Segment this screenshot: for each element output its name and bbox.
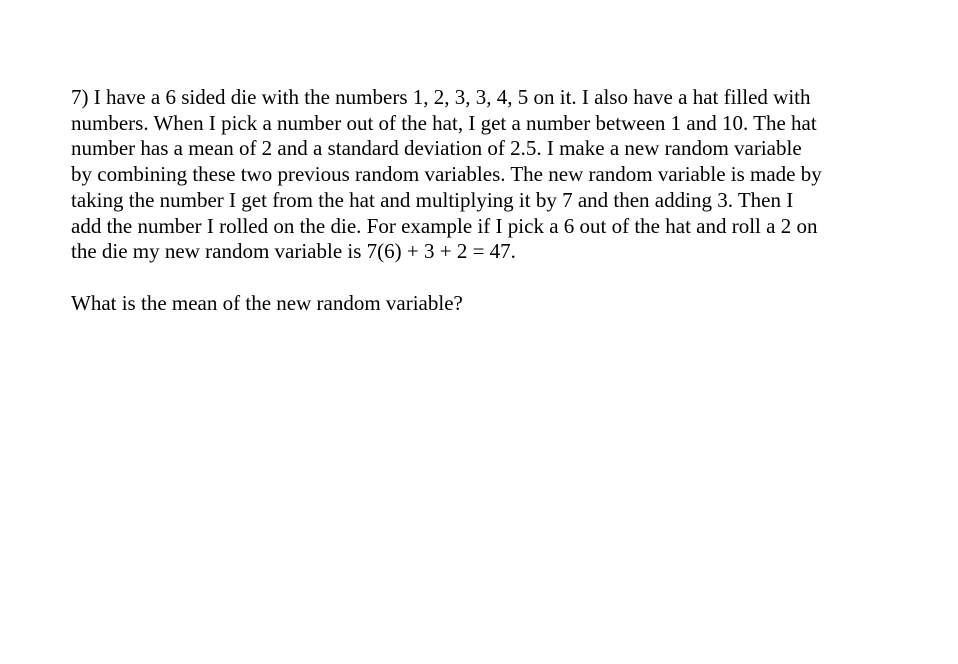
problem-line: number has a mean of 2 and a standard deviation of 2.5. I make a new random variable xyxy=(71,136,802,161)
problem-line: add the number I rolled on the die. For example if I pick a 6 out of the hat and roll a 2 on xyxy=(71,213,818,238)
question-text: What is the mean of the new random variable? xyxy=(71,290,463,315)
problem-line: taking the number I get from the hat and multiplying it by 7 and then adding 3. Then I xyxy=(71,187,794,212)
problem-line: 7) I have a 6 sided die with the numbers 1, 2, 3, 3, 4, 5 on it. I also have a hat filled with xyxy=(71,85,811,109)
problem-line: by combining these two previous random variables. The new random variable is made by xyxy=(71,162,822,187)
problem-line: numbers. When I pick a number out of the hat, I get a number between 1 and 10. The hat xyxy=(71,110,817,135)
problem-line: the die my new random variable is 7(6) + 3 + 2 = 47. xyxy=(71,239,516,264)
problem-text xyxy=(71,85,891,316)
